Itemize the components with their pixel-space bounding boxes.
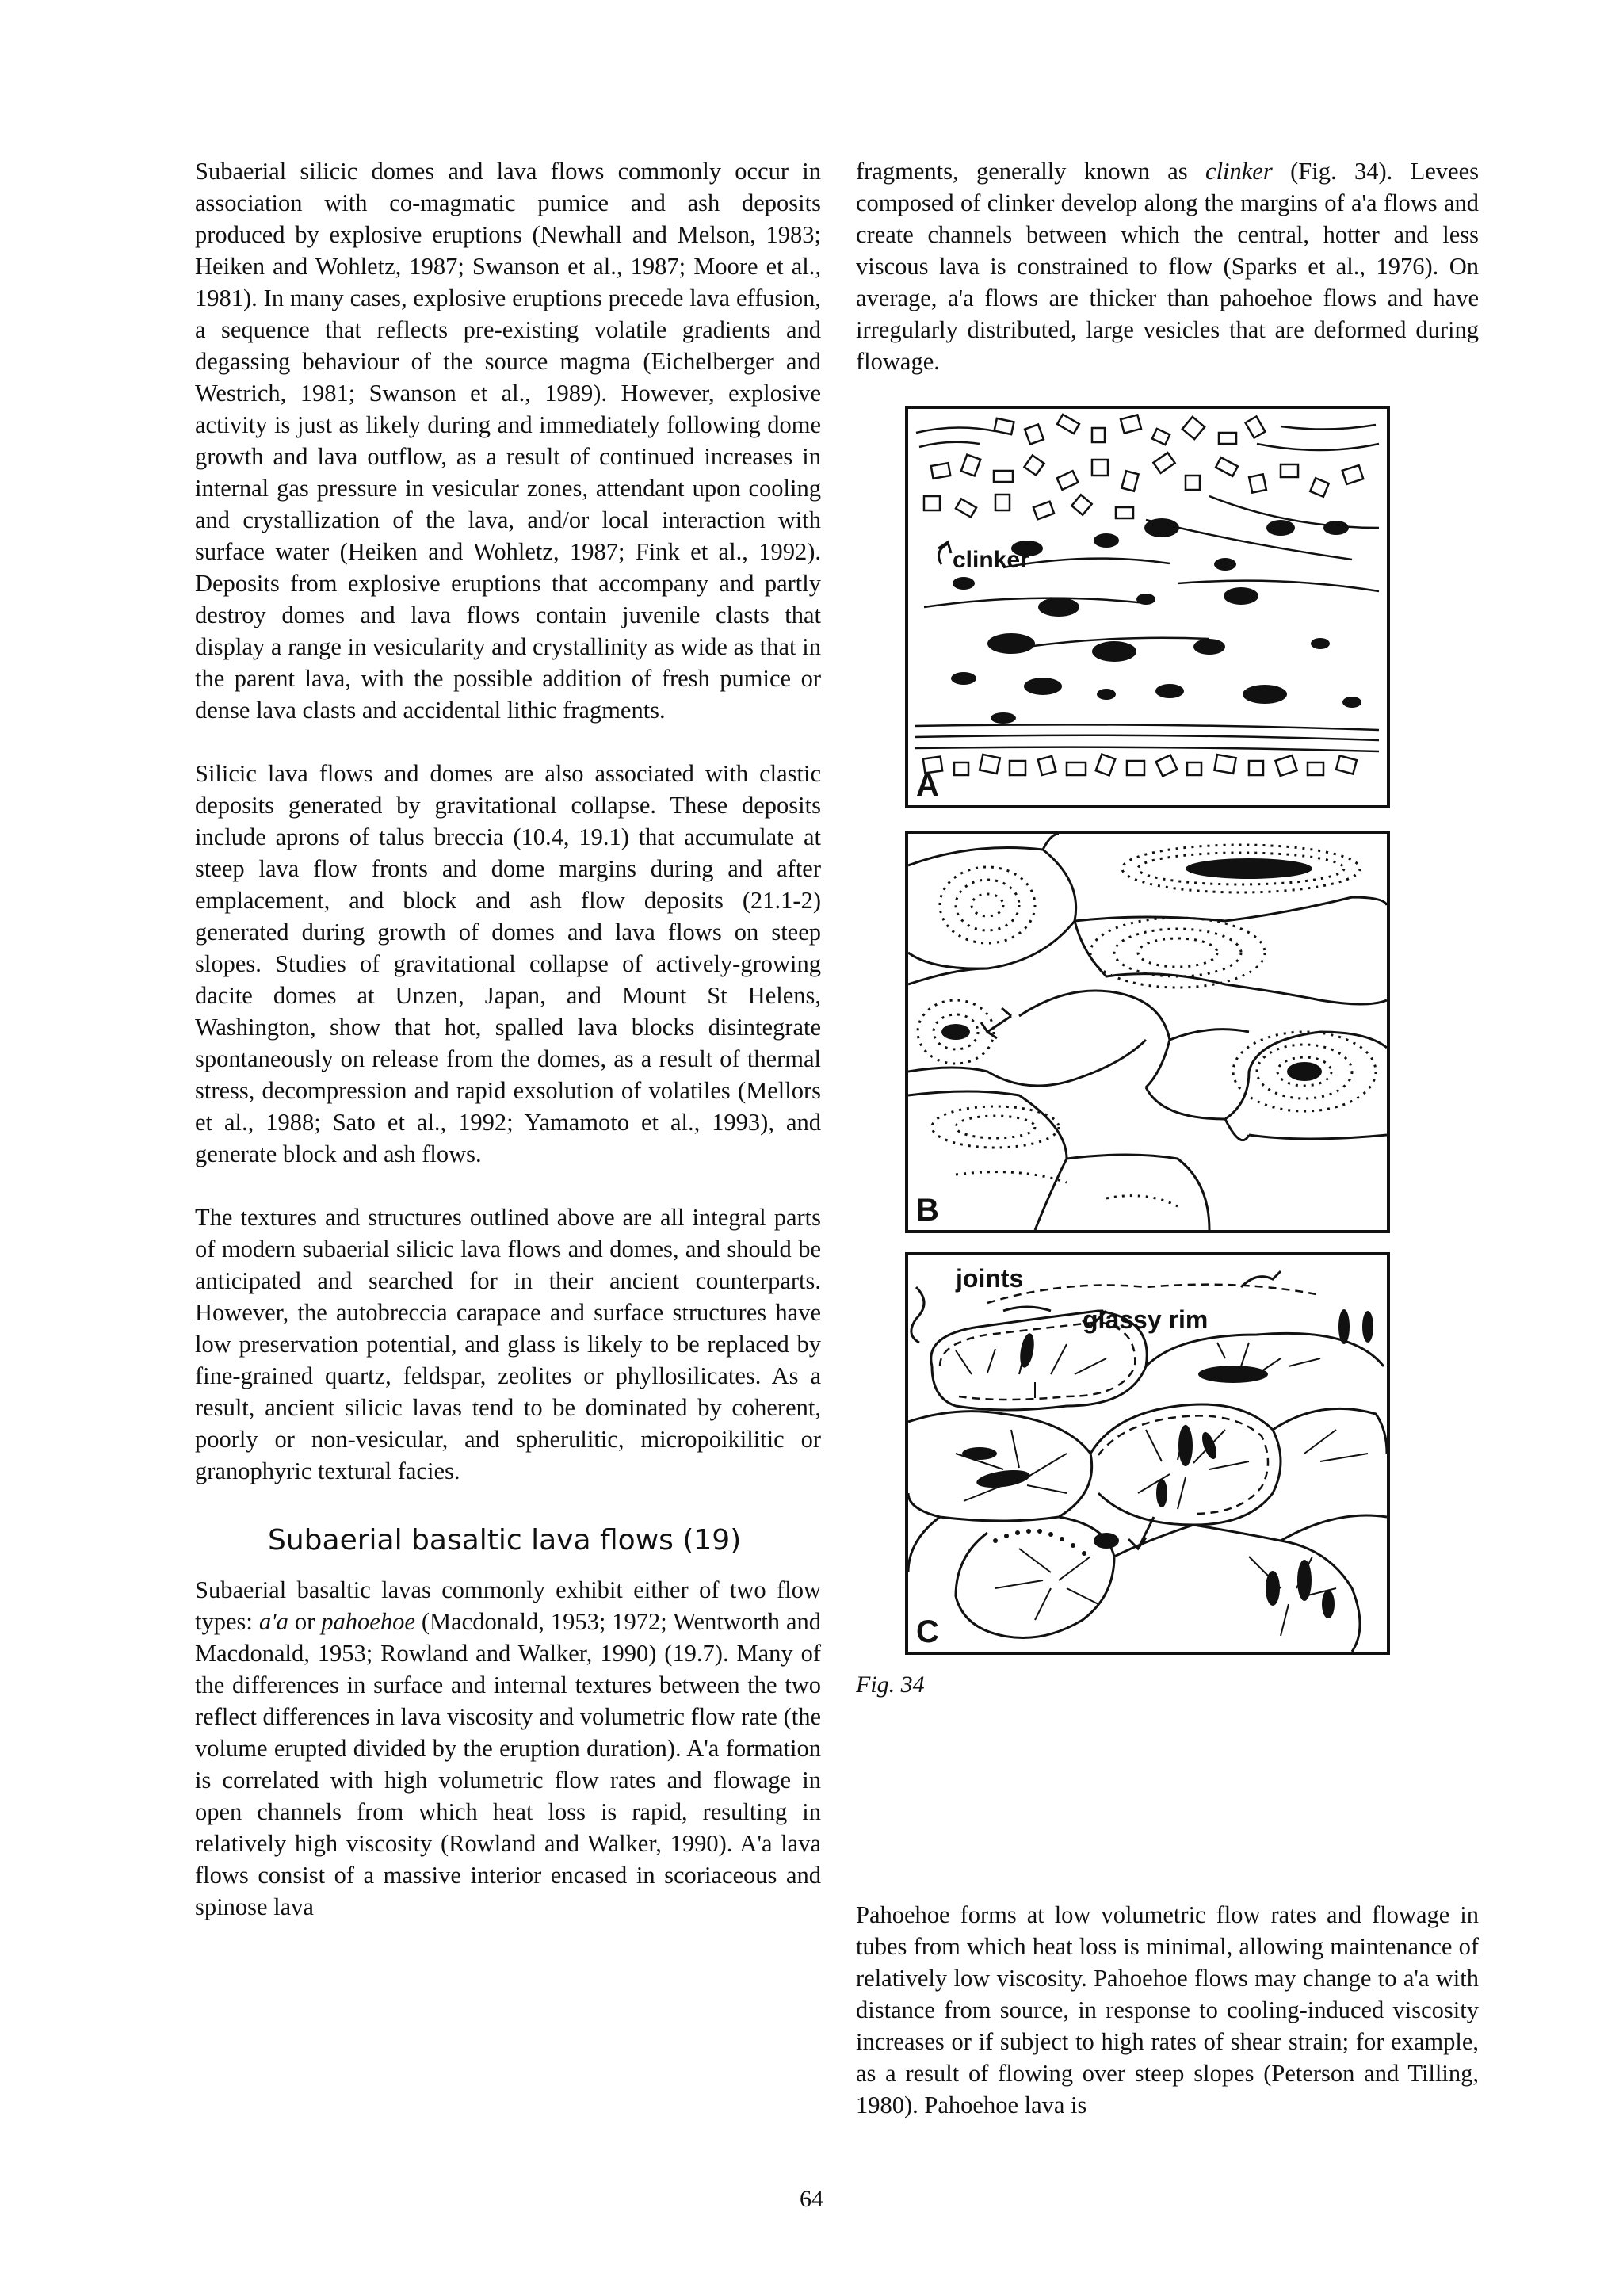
panel-c-joints-label: joints [956, 1264, 1024, 1293]
panel-a-letter: A [916, 768, 939, 803]
paragraph-clinker [856, 155, 1479, 377]
panel-b-drawing [908, 834, 1387, 1230]
text-run: Subaerial basaltic lavas commonly exhibit either of two flow types: [195, 1576, 821, 1635]
figure-panel-b [905, 831, 1390, 1233]
paragraph-gravitational-collapse: Silicic lava flows and domes are also associated with clastic deposits generated by gravitational collapse. These deposits include aprons of talus breccia (10.4, 19.1) that accumulate at steep lava flow fronts and dome margins during and after emplacement, and block and ash flow deposits (21.1-2) generated during growth of domes and lava flows on steep slopes. Studies of gravitational collapse of actively-growing dacite domes at Unzen, Japan, and Mount St Helens, Washington, show that hot, spalled lava blocks disintegrate spontaneously on release from the domes, as a result of thermal stress, decompression and rapid exsolution of volatiles (Mellors et al., 1988; Sato et al., 1992; Yamamoto et al., 1993), and generate block and ash flows. [195, 760, 821, 1167]
paragraph-pahoehoe: Pahoehoe forms at low volumetric flow rates and flowage in tubes from which heat loss is minimal, allowing maintenance of relatively low viscosity. Pahoehoe flows may change to a'a with distance from source, in response to cooling-induced viscosity increases or if subject to high rates of shear strain; for example, as a result of flowing over steep slopes (Peterson and Tilling, 1980). Pahoehoe lava is [856, 1901, 1479, 2118]
text-run: (Macdonald, 1953; 1972; Wentworth and Macdonald, 1953; Rowland and Walker, 1990) (19.7). Many of the differences in surface and internal textures between the two reflect differences in lava viscosity and volumetric flow rate (the volume erupted divided by the eruption duration). A'a formation is correlated with high volumetric flow rates and flowage in open channels from which heat loss is rapid, resulting in relatively high viscosity (Rowland and Walker, 1990). A'a lava flows consist of a massive interior encased in scoriaceous and spinose lava [195, 1608, 821, 1920]
left-column [195, 155, 821, 1923]
term-clinker: clinker [1205, 158, 1273, 185]
panel-c-drawing [908, 1255, 1387, 1652]
right-column [856, 155, 1479, 377]
panel-a-clinker-label: clinker [953, 547, 1029, 573]
panel-c-glassy-rim-label: glassy rim [1083, 1305, 1209, 1334]
paragraph-silicic-domes: Subaerial silicic domes and lava flows commonly occur in association with co-magmatic pumice and ash deposits produced by explosive eruptions (Newhall and Melson, 1983; Heiken and Wohletz, 1987; Swanson et al., 1987; Moore et al., 1981). In many cases, explosive eruptions precede lava effusion, a sequence that reflects pre-existing volatile gradients and degassing behaviour of the source magma (Eichelberger and Westrich, 1981; Swanson et al., 1989). However, explosive activity is just as likely during and immediately following dome growth and lava outflow, as a result of continued increases in internal gas pressure in vesicular zones, attendant upon cooling and crystallization of the lava, and/or local interaction with surface water (Heiken and Wohletz, 1987; Fink et al., 1992). Deposits from explosive eruptions that accompany and partly destroy domes and lava flows contain juvenile clasts that display a range in vesicularity and crystallinity as wide as that in the parent lava, with the possible addition of fresh pumice or dense lava clasts and accidental lithic fragments. [195, 158, 821, 724]
figure-panel-c [905, 1252, 1390, 1655]
term-aa: a'a [258, 1608, 288, 1635]
text-run: or [288, 1608, 322, 1635]
panel-a-drawing [908, 409, 1387, 805]
text-run: fragments, generally known as [856, 158, 1206, 185]
term-pahoehoe: pahoehoe [321, 1608, 415, 1635]
paragraph-basaltic-lavas [195, 1574, 821, 1923]
right-column-bottom [856, 1899, 1479, 2121]
panel-c-letter: C [916, 1614, 939, 1649]
figure-caption: Fig. 34 [856, 1671, 925, 1698]
text-run: (Fig. 34). Levees composed of clinker develop along the margins of a'a flows and create channels between which the central, hotter and less viscous lava is constrained to flow (Sparks et al., 1976). On average, a'a flows are thicker than pahoehoe flows and have irregularly distributed, large vesicles that are deformed during flowage. [856, 158, 1479, 375]
figure-panel-a [905, 406, 1390, 808]
paragraph-ancient-counterparts: The textures and structures outlined above are all integral parts of modern subaerial silicic lava flows and domes, and should be anticipated and searched for in their ancient counterparts. However, the autobreccia carapace and surface structures have low preservation potential, and glass is likely to be replaced by fine-grained quartz, feldspar, zeolites or phyllosilicates. As a result, ancient silicic lavas tend to be dominated by coherent, poorly or non-vesicular, and spherulitic, micropoikilitic or granophyric textural facies. [195, 1204, 821, 1484]
section-heading: Subaerial basaltic lava flows (19) [268, 1524, 742, 1557]
page-number: 64 [800, 2186, 823, 2212]
panel-b-letter: B [916, 1193, 939, 1228]
